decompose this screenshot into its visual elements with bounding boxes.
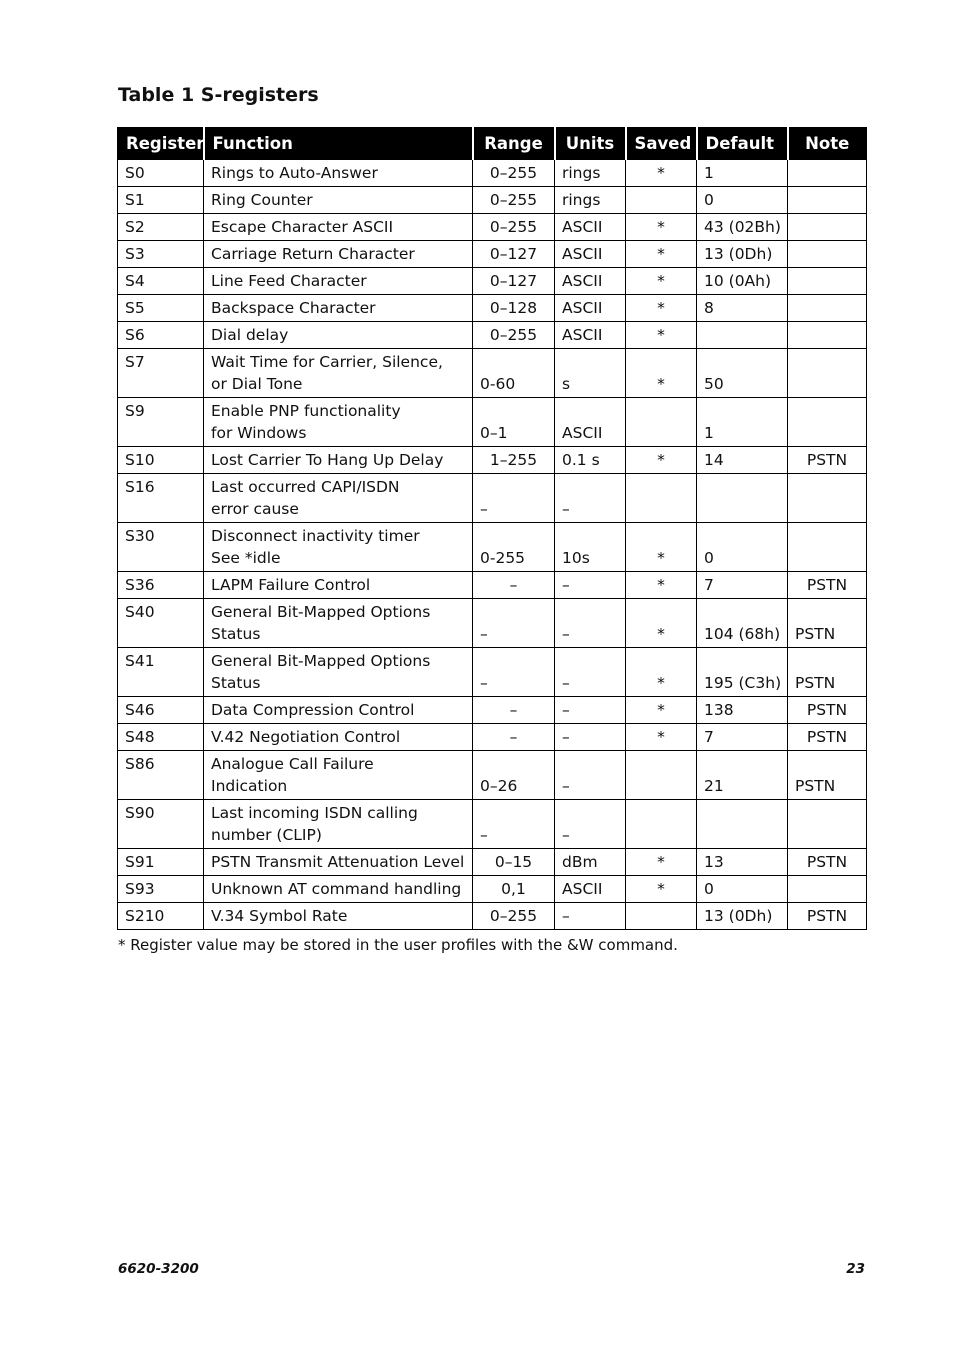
range-cell: – [473, 724, 555, 751]
table-header-row [118, 128, 867, 160]
function-cell [204, 648, 473, 697]
function-cell [204, 849, 473, 876]
table-row [118, 697, 867, 724]
note-cell [788, 523, 867, 572]
default-cell: 50 [697, 349, 788, 398]
note-cell: PSTN [788, 572, 867, 599]
column-header-note: Note [788, 128, 867, 160]
page-number: 23 [846, 1261, 865, 1277]
table-row [118, 187, 867, 214]
units-cell: – [555, 572, 626, 599]
function-line: Backspace Character [211, 299, 376, 317]
table-row [118, 572, 867, 599]
default-cell [697, 322, 788, 349]
range-cell: 0–15 [473, 849, 555, 876]
saved-cell [626, 751, 697, 800]
units-cell: – [555, 903, 626, 930]
saved-cell: * [626, 523, 697, 572]
register-cell: S2 [118, 214, 204, 241]
register-cell: S46 [118, 697, 204, 724]
range-cell: 0–255 [473, 214, 555, 241]
function-cell [204, 322, 473, 349]
saved-cell: * [626, 697, 697, 724]
default-cell: 1 [697, 398, 788, 447]
note-cell [788, 187, 867, 214]
table-body [118, 160, 867, 930]
register-cell: S7 [118, 349, 204, 398]
function-cell [204, 474, 473, 523]
table-row [118, 876, 867, 903]
function-line: Lost Carrier To Hang Up Delay [211, 451, 444, 469]
function-line: number (CLIP) [211, 826, 322, 844]
table-row [118, 751, 867, 800]
table-row [118, 322, 867, 349]
units-cell: ASCII [555, 876, 626, 903]
saved-cell [626, 903, 697, 930]
default-cell: 21 [697, 751, 788, 800]
default-cell: 8 [697, 295, 788, 322]
units-cell: ASCII [555, 214, 626, 241]
default-cell: 138 [697, 697, 788, 724]
register-cell: S1 [118, 187, 204, 214]
table-row [118, 724, 867, 751]
units-cell: – [555, 697, 626, 724]
units-cell: rings [555, 160, 626, 187]
table-row [118, 599, 867, 648]
units-cell: ASCII [555, 241, 626, 268]
default-cell: 104 (68h) [697, 599, 788, 648]
function-line: Last occurred CAPI/ISDN [211, 478, 400, 496]
function-cell [204, 187, 473, 214]
default-cell: 0 [697, 187, 788, 214]
note-cell [788, 214, 867, 241]
saved-cell: * [626, 322, 697, 349]
note-cell [788, 398, 867, 447]
range-cell: – [473, 572, 555, 599]
function-line: Escape Character ASCII [211, 218, 394, 236]
column-header-default: Default [697, 128, 788, 160]
units-cell: – [555, 800, 626, 849]
range-cell: 0–127 [473, 241, 555, 268]
function-cell [204, 751, 473, 800]
function-cell [204, 800, 473, 849]
units-cell: – [555, 724, 626, 751]
default-cell: 13 (0Dh) [697, 903, 788, 930]
range-cell: 0,1 [473, 876, 555, 903]
function-line: Disconnect inactivity timer [211, 527, 420, 545]
register-cell: S86 [118, 751, 204, 800]
default-cell: 10 (0Ah) [697, 268, 788, 295]
table-row [118, 241, 867, 268]
saved-cell [626, 187, 697, 214]
note-cell: PSTN [788, 599, 867, 648]
function-line: Wait Time for Carrier, Silence, [211, 353, 443, 371]
function-line: error cause [211, 500, 299, 518]
register-cell: S93 [118, 876, 204, 903]
column-header-saved: Saved [626, 128, 697, 160]
function-line: for Windows [211, 424, 307, 442]
default-cell: 14 [697, 447, 788, 474]
units-cell: dBm [555, 849, 626, 876]
units-cell: – [555, 599, 626, 648]
function-cell [204, 697, 473, 724]
saved-cell: * [626, 724, 697, 751]
register-cell: S48 [118, 724, 204, 751]
document-number: 6620-3200 [118, 1261, 199, 1277]
function-cell [204, 572, 473, 599]
saved-cell [626, 800, 697, 849]
function-cell [204, 214, 473, 241]
function-line: Ring Counter [211, 191, 313, 209]
function-line: Dial delay [211, 326, 289, 344]
note-cell: PSTN [788, 447, 867, 474]
note-cell: PSTN [788, 724, 867, 751]
range-cell: – [473, 474, 555, 523]
range-cell: 0–255 [473, 903, 555, 930]
function-cell [204, 724, 473, 751]
table-row [118, 295, 867, 322]
function-line: V.34 Symbol Rate [211, 907, 348, 925]
function-line: PSTN Transmit Attenuation Level [211, 853, 465, 871]
register-cell: S0 [118, 160, 204, 187]
function-line: Unknown AT command handling [211, 880, 462, 898]
function-line: Data Compression Control [211, 701, 415, 719]
table-row [118, 474, 867, 523]
function-line: Last incoming ISDN calling [211, 804, 418, 822]
function-cell [204, 876, 473, 903]
function-cell [204, 241, 473, 268]
function-cell [204, 160, 473, 187]
note-cell [788, 295, 867, 322]
default-cell: 43 (02Bh) [697, 214, 788, 241]
default-cell [697, 474, 788, 523]
saved-cell: * [626, 160, 697, 187]
function-line: LAPM Failure Control [211, 576, 371, 594]
default-cell: 13 [697, 849, 788, 876]
function-cell [204, 599, 473, 648]
function-line: Status [211, 625, 261, 643]
range-cell: 0–26 [473, 751, 555, 800]
range-cell: 0-255 [473, 523, 555, 572]
register-cell: S6 [118, 322, 204, 349]
function-line: Enable PNP functionality [211, 402, 401, 420]
saved-cell: * [626, 241, 697, 268]
function-line: Rings to Auto-Answer [211, 164, 378, 182]
saved-cell [626, 398, 697, 447]
note-cell: PSTN [788, 751, 867, 800]
function-line: General Bit-Mapped Options [211, 603, 431, 621]
units-cell: ASCII [555, 295, 626, 322]
saved-cell: * [626, 876, 697, 903]
default-cell: 7 [697, 724, 788, 751]
function-line: See *idle [211, 549, 281, 567]
note-cell [788, 349, 867, 398]
register-cell: S41 [118, 648, 204, 697]
register-cell: S90 [118, 800, 204, 849]
units-cell: 0.1 s [555, 447, 626, 474]
note-cell: PSTN [788, 849, 867, 876]
register-cell: S30 [118, 523, 204, 572]
units-cell: rings [555, 187, 626, 214]
register-cell: S3 [118, 241, 204, 268]
default-cell: 195 (C3h) [697, 648, 788, 697]
range-cell: – [473, 648, 555, 697]
range-cell: 0–127 [473, 268, 555, 295]
saved-cell: * [626, 849, 697, 876]
range-cell: 0-60 [473, 349, 555, 398]
units-cell: ASCII [555, 398, 626, 447]
range-cell: – [473, 800, 555, 849]
register-cell: S4 [118, 268, 204, 295]
saved-cell: * [626, 214, 697, 241]
saved-cell [626, 474, 697, 523]
table-row [118, 523, 867, 572]
note-cell: PSTN [788, 903, 867, 930]
register-cell: S10 [118, 447, 204, 474]
column-header-units: Units [555, 128, 626, 160]
default-cell: 0 [697, 523, 788, 572]
register-cell: S16 [118, 474, 204, 523]
function-cell [204, 268, 473, 295]
function-cell [204, 349, 473, 398]
range-cell: 0–128 [473, 295, 555, 322]
saved-cell: * [626, 349, 697, 398]
saved-cell: * [626, 648, 697, 697]
saved-cell: * [626, 599, 697, 648]
range-cell: 0–255 [473, 187, 555, 214]
range-cell: – [473, 599, 555, 648]
note-cell: PSTN [788, 648, 867, 697]
default-cell [697, 800, 788, 849]
register-cell: S9 [118, 398, 204, 447]
register-cell: S36 [118, 572, 204, 599]
units-cell: 10s [555, 523, 626, 572]
range-cell: 1–255 [473, 447, 555, 474]
table-footnote: * Register value may be stored in the user profiles with the &W command. [118, 936, 678, 954]
register-cell: S210 [118, 903, 204, 930]
table-row [118, 268, 867, 295]
units-cell: – [555, 751, 626, 800]
default-cell: 1 [697, 160, 788, 187]
note-cell [788, 241, 867, 268]
note-cell [788, 800, 867, 849]
units-cell: – [555, 648, 626, 697]
table-row [118, 447, 867, 474]
table-row [118, 398, 867, 447]
units-cell: ASCII [555, 322, 626, 349]
table-row [118, 903, 867, 930]
saved-cell: * [626, 268, 697, 295]
table-row [118, 160, 867, 187]
table-row [118, 849, 867, 876]
function-line: Indication [211, 777, 288, 795]
function-cell [204, 398, 473, 447]
default-cell: 0 [697, 876, 788, 903]
units-cell: ASCII [555, 268, 626, 295]
s-registers-table [117, 127, 867, 930]
function-line: Analogue Call Failure [211, 755, 374, 773]
range-cell: 0–255 [473, 160, 555, 187]
table-row [118, 648, 867, 697]
table-title: Table 1 S-registers [118, 84, 319, 106]
function-cell [204, 903, 473, 930]
range-cell: 0–1 [473, 398, 555, 447]
register-cell: S5 [118, 295, 204, 322]
table-row [118, 214, 867, 241]
function-line: Status [211, 674, 261, 692]
note-cell [788, 474, 867, 523]
column-header-range: Range [473, 128, 555, 160]
column-header-register: Register [118, 128, 204, 160]
default-cell: 7 [697, 572, 788, 599]
register-cell: S40 [118, 599, 204, 648]
units-cell: – [555, 474, 626, 523]
default-cell: 13 (0Dh) [697, 241, 788, 268]
function-line: or Dial Tone [211, 375, 303, 393]
note-cell [788, 160, 867, 187]
note-cell: PSTN [788, 697, 867, 724]
note-cell [788, 322, 867, 349]
table-row [118, 800, 867, 849]
saved-cell: * [626, 572, 697, 599]
function-line: Carriage Return Character [211, 245, 415, 263]
saved-cell: * [626, 295, 697, 322]
saved-cell: * [626, 447, 697, 474]
units-cell: s [555, 349, 626, 398]
table-row [118, 349, 867, 398]
column-header-function: Function [204, 128, 473, 160]
function-line: V.42 Negotiation Control [211, 728, 401, 746]
function-line: Line Feed Character [211, 272, 367, 290]
range-cell: – [473, 697, 555, 724]
function-cell [204, 447, 473, 474]
register-cell: S91 [118, 849, 204, 876]
note-cell [788, 268, 867, 295]
function-cell [204, 523, 473, 572]
range-cell: 0–255 [473, 322, 555, 349]
function-line: General Bit-Mapped Options [211, 652, 431, 670]
function-cell [204, 295, 473, 322]
note-cell [788, 876, 867, 903]
